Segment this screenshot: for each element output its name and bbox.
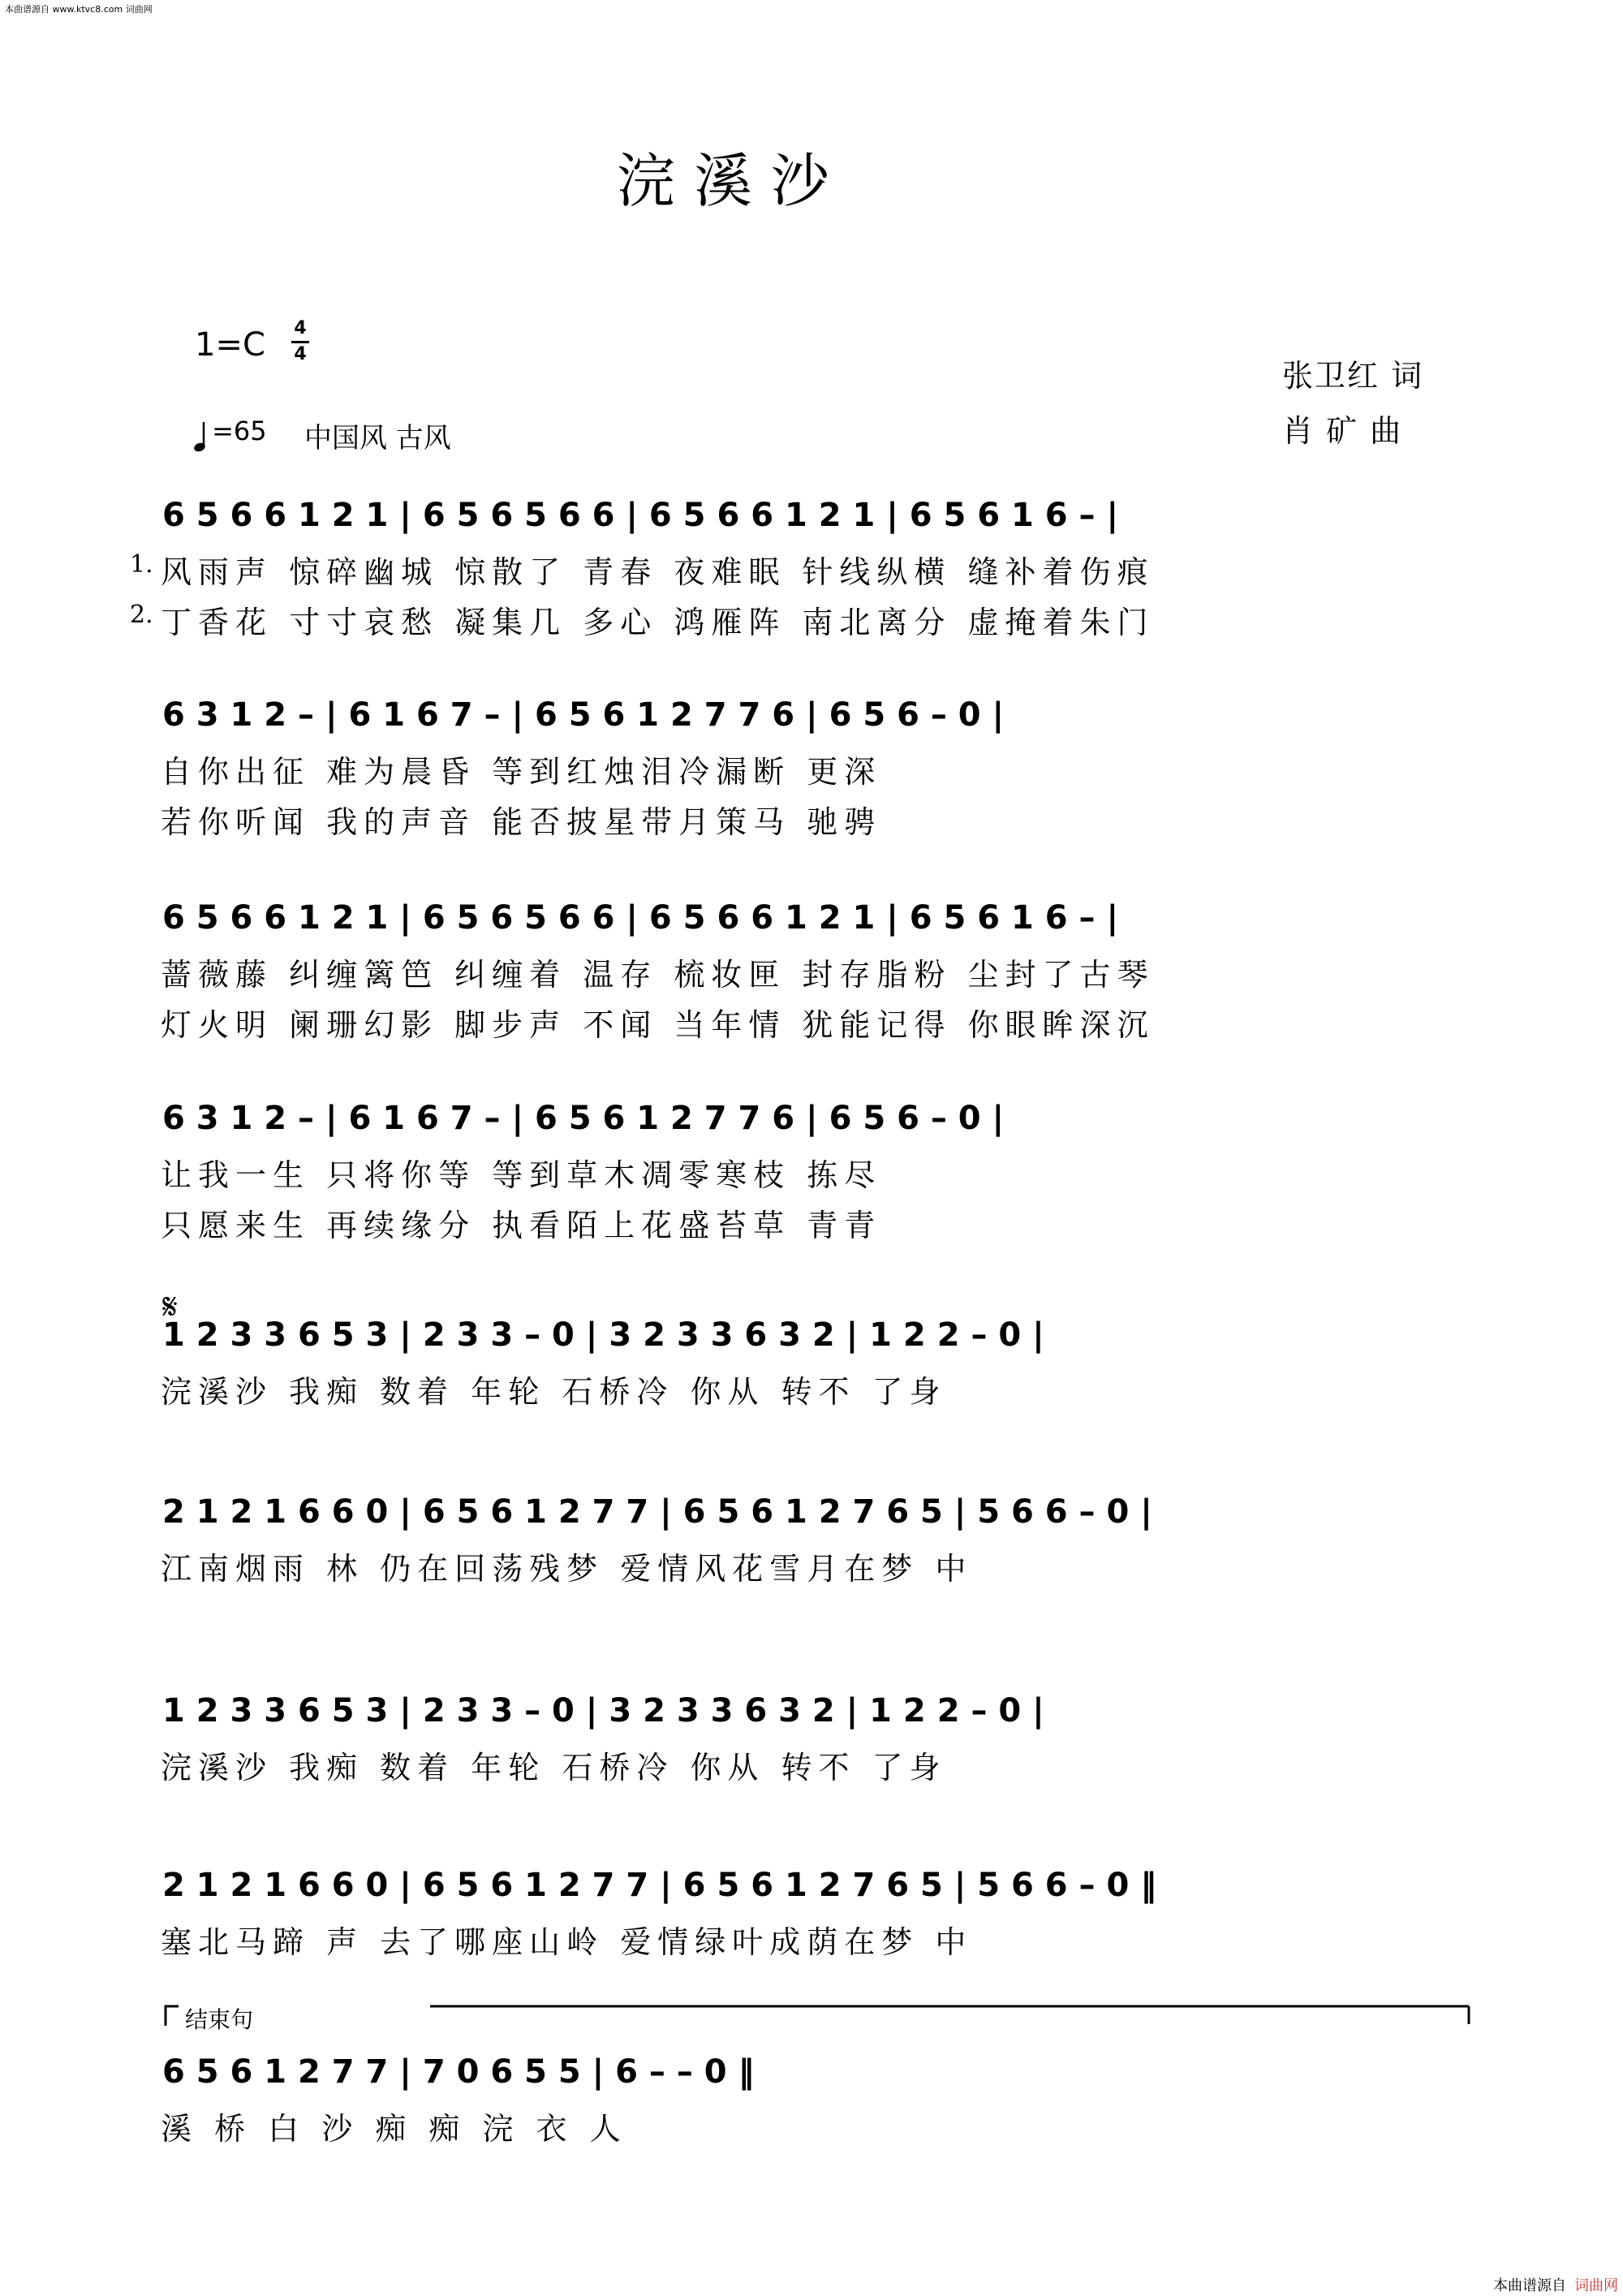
- notation-row: 6 5 6 6 1 2 1 | 6 5 6 5 6 6 | 6 5 6 6 1 2 1 | 6 5 6 1 6 – |: [162, 497, 1119, 534]
- lyric-line: 江南烟雨 林 仍在回荡残梦 爱情风花雪月在梦 中: [161, 1551, 973, 1587]
- tempo-mark: [193, 416, 267, 453]
- lyric-line: 只愿来生 再续缘分 执看陌上花盛苔草 青青: [161, 1208, 882, 1243]
- notation-row: 6 5 6 6 1 2 1 | 6 5 6 5 6 6 | 6 5 6 6 1 2 1 | 6 5 6 1 6 – |: [162, 899, 1119, 937]
- ending-bracket: [162, 2003, 1477, 2027]
- time-signature-bottom: 4: [294, 344, 307, 364]
- footer-source: 本曲谱源自: [1493, 2277, 1566, 2294]
- footer-brand: 词曲网: [1574, 2277, 1618, 2294]
- key-signature: 1=C: [195, 326, 265, 364]
- notation-row: 1 2 3 3 6 5 3 | 2 3 3 – 0 | 3 2 3 3 6 3 2 | 1 2 2 – 0 |: [162, 1692, 1044, 1730]
- composer-credit: 肖 矿 曲: [1282, 413, 1403, 449]
- notation-row: 2 1 2 1 6 6 0 | 6 5 6 1 2 7 7 | 6 5 6 1 2 7 6 5 | 5 6 6 – 0 |: [162, 1493, 1152, 1531]
- music-style: 中国风 古风: [304, 422, 451, 454]
- quarter-note-icon: [193, 420, 208, 453]
- time-signature-top: 4: [294, 318, 307, 338]
- tempo-value: =65: [212, 416, 267, 446]
- verse-number: 2.: [130, 601, 153, 629]
- segno-sign: 𝄋: [162, 1286, 178, 1328]
- site-header-text: 本曲谱源自 www.ktvc8.com 词曲网: [5, 4, 153, 15]
- lyric-line: 丁香花 寸寸哀愁 凝集几 多心 鸿雁阵 南北离分 虚掩着朱门: [161, 605, 1155, 640]
- lyric-line: 灯火明 阑珊幻影 脚步声 不闻 当年情 犹能记得 你眼眸深沉: [161, 1007, 1155, 1043]
- lyric-line: 蔷薇藤 纠缠篱笆 纠缠着 温存 梳妆匣 封存脂粉 尘封了古琴: [161, 957, 1155, 993]
- lyric-line: 浣溪沙 我痴 数着 年轮 石桥冷 你从 转不 了身: [161, 1750, 947, 1786]
- lyricist-credit: 张卫红 词: [1282, 358, 1424, 394]
- notation-row: 6 3 1 2 – | 6 1 6 7 – | 6 5 6 1 2 7 7 6 | 6 5 6 – 0 |: [162, 696, 1005, 734]
- song-title: 浣 溪 沙: [617, 147, 829, 215]
- ending-label: 结束句: [185, 2006, 254, 2033]
- lyric-line: 风雨声 惊碎幽城 惊散了 青春 夜难眠 针线纵横 缝补着伤痕: [161, 554, 1155, 590]
- lyric-line: 若你听闻 我的声音 能否披星带月策马 驰骋: [161, 804, 882, 840]
- lyric-line: 自你出征 难为晨昏 等到红烛泪冷漏断 更深: [161, 754, 882, 790]
- notation-row: 6 5 6 1 2 7 7 | 7 0 6 5 5 | 6 – – 0 ‖: [162, 2053, 755, 2091]
- lyric-line: 浣溪沙 我痴 数着 年轮 石桥冷 你从 转不 了身: [161, 1374, 947, 1410]
- lyric-line: 让我一生 只将你等 等到草木凋零寒枝 拣尽: [161, 1157, 882, 1193]
- notation-row: 1 2 3 3 6 5 3 | 2 3 3 – 0 | 3 2 3 3 6 3 2 | 1 2 2 – 0 |: [162, 1316, 1044, 1354]
- lyric-line: 塞北马蹄 声 去了哪座山岭 爱情绿叶成荫在梦 中: [161, 1924, 973, 1960]
- notation-row: 6 3 1 2 – | 6 1 6 7 – | 6 5 6 1 2 7 7 6 | 6 5 6 – 0 |: [162, 1100, 1005, 1137]
- time-signature-bar: [291, 341, 309, 343]
- notation-row: 2 1 2 1 6 6 0 | 6 5 6 1 2 7 7 | 6 5 6 1 2 7 6 5 | 5 6 6 – 0 ‖: [162, 1867, 1157, 1904]
- verse-number: 1.: [130, 550, 153, 579]
- lyric-line: 溪 桥 白 沙 痴 痴 浣 衣 人: [161, 2111, 627, 2147]
